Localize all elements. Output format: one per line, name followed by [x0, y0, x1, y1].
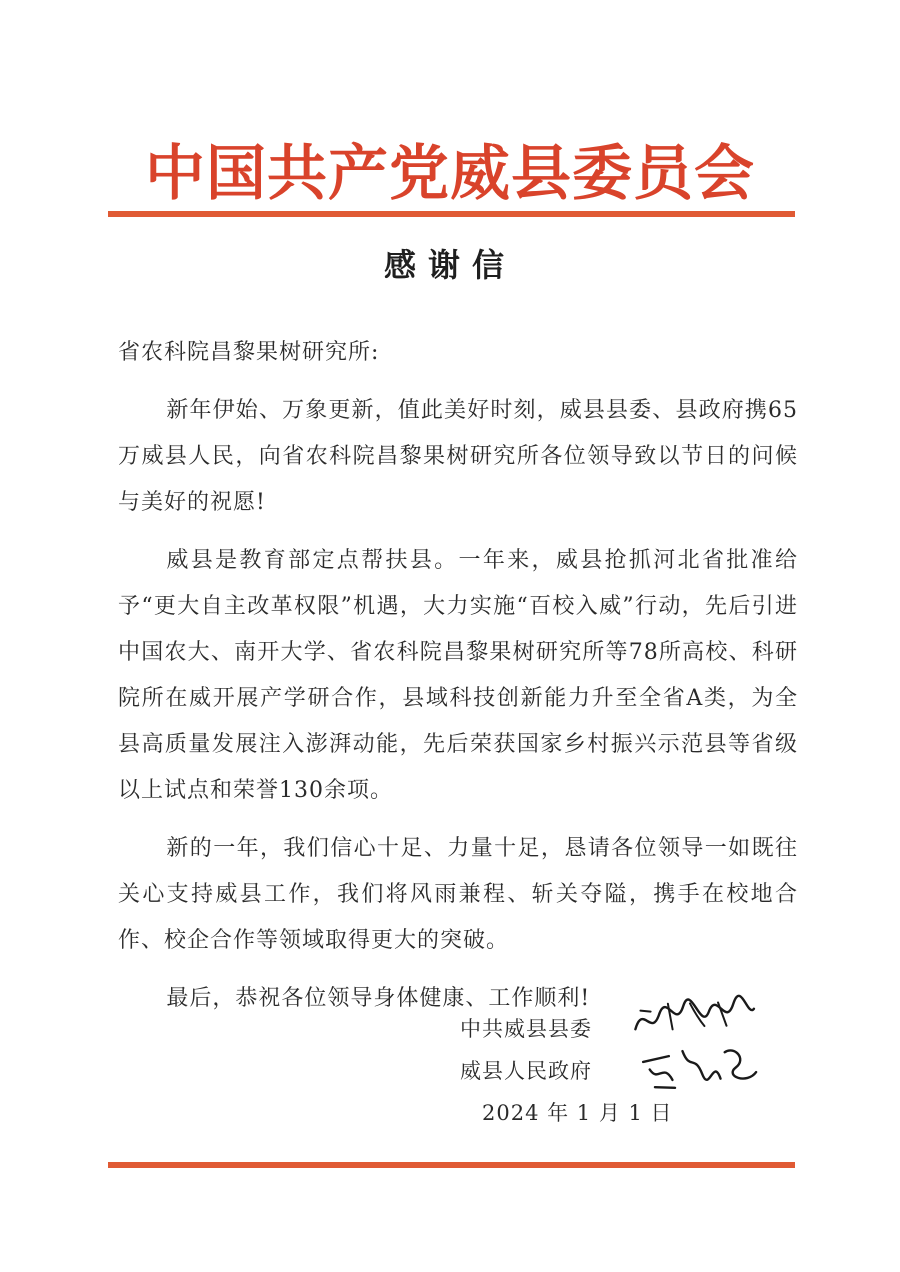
signer-party-committee: 中共威县县委 [460, 1017, 592, 1041]
paragraph-achievements: 威县是教育部定点帮扶县。一年来，威县抢抓河北省批准给予“更大自主改革权限”机遇，大力实施“百校入威”行动，先后引进中国农大、南开大学、省农科院昌黎果树研究所等78所高校、科研院所在威开展产学研合作，县域科技创新能力升至全省A类，为全县高质量发展注入澎湃动能，先后荣获国家乡村振兴示范县等省级以上试点和荣誉130余项。 [118, 548, 798, 803]
letterhead-title: 中国共产党威县委员会 [145, 139, 755, 209]
letterhead-rule-bottom [108, 1162, 795, 1168]
paragraph-greeting: 新年伊始、万象更新，值此美好时刻，威县县委、县政府携65万威县人民，向省农科院昌黎果树研究所各位领导致以节日的问候与美好的祝愿! [118, 398, 798, 515]
document-title: 感谢信 [383, 246, 516, 284]
letterhead-rule-top [108, 211, 795, 217]
letter-date: 2024 年 1 月 1 日 [482, 1101, 673, 1125]
letter-body [118, 330, 798, 1034]
handwritten-signature-2 [638, 1036, 762, 1108]
signer-government: 威县人民政府 [460, 1059, 592, 1083]
paragraph-closing: 最后，恭祝各位领导身体健康、工作顺利! [166, 986, 591, 1011]
signature-2-icon [638, 1036, 762, 1099]
paragraph-outlook: 新的一年，我们信心十足、力量十足，恳请各位领导一如既往关心支持威县工作，我们将风雨兼程、斩关夺隘，携手在校地合作、校企合作等领域取得更大的突破。 [118, 836, 798, 953]
salutation: 省农科院昌黎果树研究所: [118, 340, 380, 365]
